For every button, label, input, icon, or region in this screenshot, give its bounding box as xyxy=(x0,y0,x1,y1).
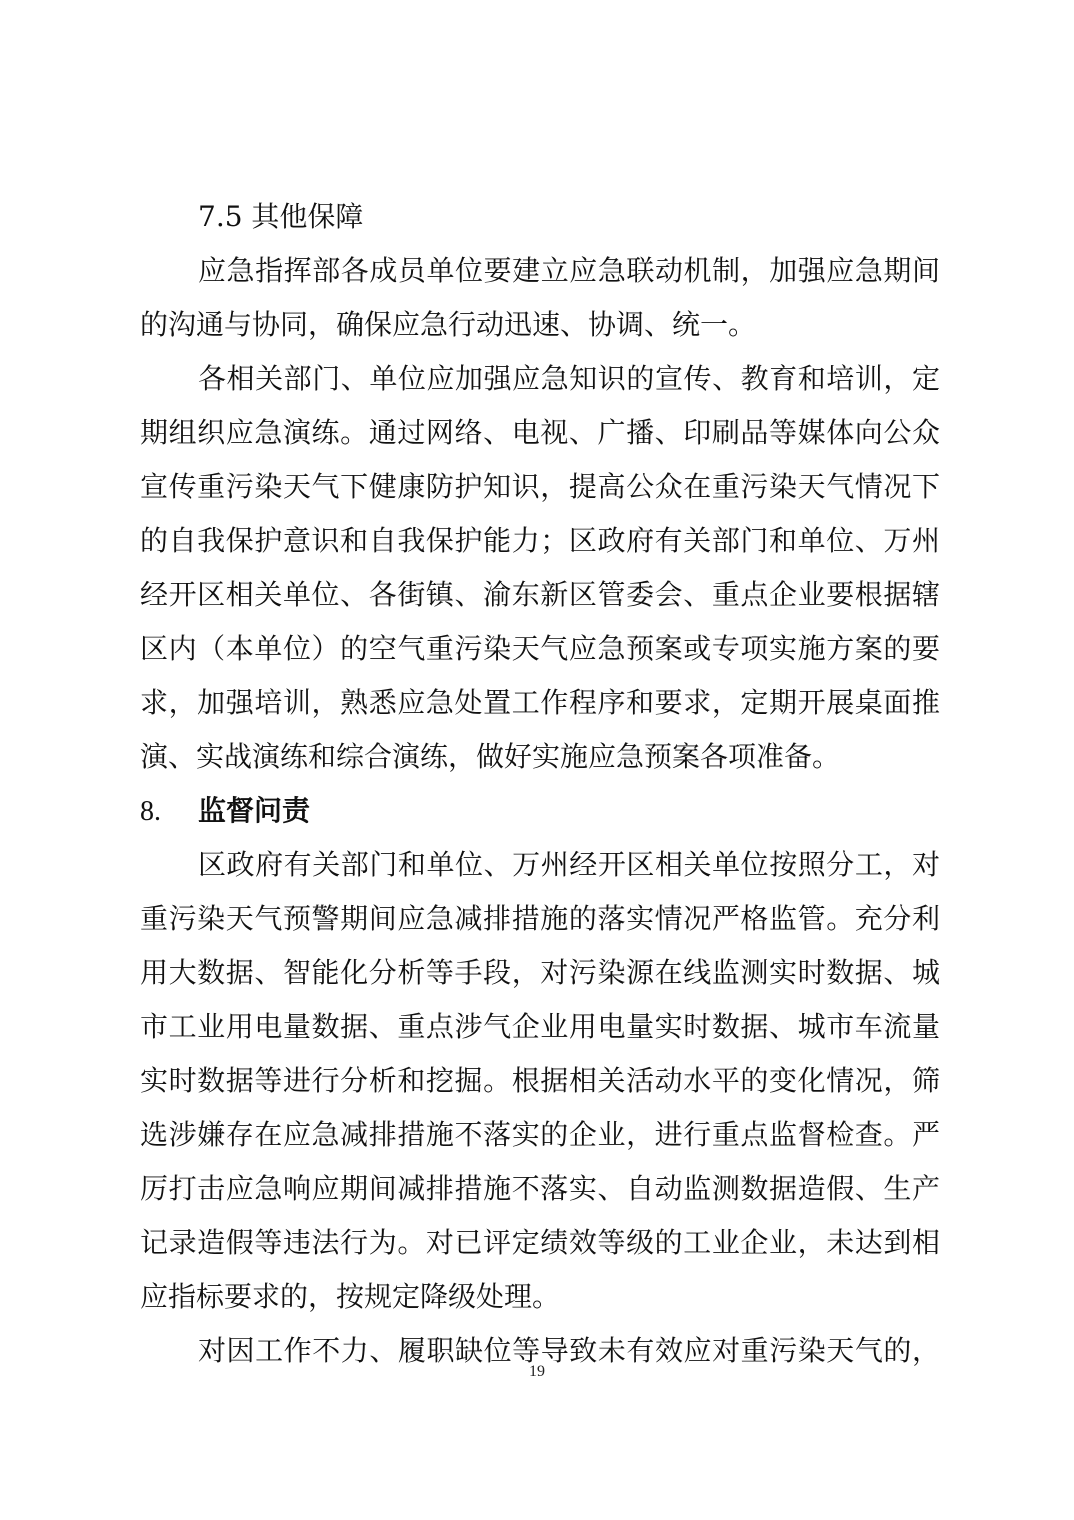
paragraph-line: 宣传重污染天气下健康防护知识，提高公众在重污染天气情况下 xyxy=(140,470,940,503)
section-8-paragraph-1 xyxy=(140,838,940,1324)
paragraph-line: 各相关部门、单位应加强应急知识的宣传、教育和培训，定 xyxy=(198,362,940,395)
page-number: 19 xyxy=(529,1363,545,1380)
paragraph-line: 重污染天气预警期间应急减排措施的落实情况严格监管。充分利 xyxy=(140,902,940,935)
page-content xyxy=(140,190,940,1378)
paragraph-line: 的自我保护意识和自我保护能力；区政府有关部门和单位、万州 xyxy=(140,524,940,557)
paragraph-line: 实时数据等进行分析和挖掘。根据相关活动水平的变化情况，筛 xyxy=(140,1064,940,1097)
section-7-5-title: 7.5 其他保障 xyxy=(198,200,364,233)
paragraph-line: 的沟通与协同，确保应急行动迅速、协调、统一。 xyxy=(140,308,757,341)
paragraph-line: 记录造假等违法行为。对已评定绩效等级的工业企业，未达到相 xyxy=(140,1226,940,1259)
paragraph-line: 期组织应急演练。通过网络、电视、广播、印刷品等媒体向公众 xyxy=(140,416,940,449)
paragraph-line: 区政府有关部门和单位、万州经开区相关单位按照分工，对 xyxy=(198,848,940,881)
paragraph-line: 厉打击应急响应期间减排措施不落实、自动监测数据造假、生产 xyxy=(140,1172,940,1205)
paragraph-line: 应急指挥部各成员单位要建立应急联动机制，加强应急期间 xyxy=(198,254,940,287)
paragraph-line: 市工业用电量数据、重点涉气企业用电量实时数据、城市车流量 xyxy=(140,1010,940,1043)
section-8-number: 8. xyxy=(140,796,161,827)
section-7-5-paragraph-2 xyxy=(140,352,940,784)
paragraph-line: 经开区相关单位、各街镇、渝东新区管委会、重点企业要根据辖 xyxy=(140,578,940,611)
paragraph-line: 演、实战演练和综合演练，做好实施应急预案各项准备。 xyxy=(140,740,841,773)
section-8-title: 监督问责 xyxy=(198,794,311,827)
section-7-5-paragraph-1 xyxy=(140,244,940,352)
paragraph-line: 选涉嫌存在应急减排措施不落实的企业，进行重点监督检查。严 xyxy=(140,1118,940,1151)
section-8-heading xyxy=(140,784,940,838)
paragraph-line: 区内（本单位）的空气重污染天气应急预案或专项实施方案的要 xyxy=(140,632,940,665)
paragraph-line: 对因工作不力、履职缺位等导致未有效应对重污染天气的， xyxy=(198,1334,940,1367)
paragraph-line: 应指标要求的，按规定降级处理。 xyxy=(140,1280,561,1313)
paragraph-line: 用大数据、智能化分析等手段，对污染源在线监测实时数据、城 xyxy=(140,956,940,989)
paragraph-line: 求，加强培训，熟悉应急处置工作程序和要求，定期开展桌面推 xyxy=(140,686,940,719)
